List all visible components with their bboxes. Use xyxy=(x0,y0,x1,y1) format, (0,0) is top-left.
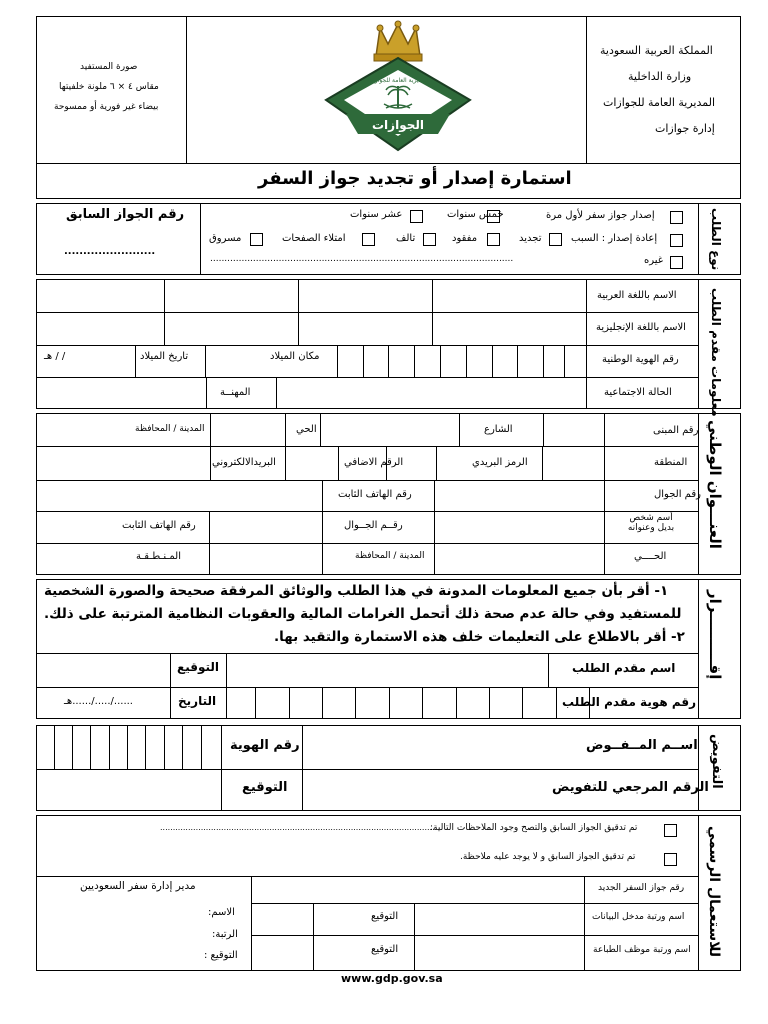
photo-line-3: بيضاء غير فورية أو ممسوحة xyxy=(54,102,159,112)
renewal-label: تجديد xyxy=(519,233,542,244)
data-entry-label: اسم ورتبة مدخل البيانات xyxy=(592,912,685,922)
emblem-top-text: المديرية العامة للجوازات xyxy=(367,77,429,84)
header-ministry: وزارة الداخلية xyxy=(628,70,692,83)
declaration-signature-label: التوقيع xyxy=(177,660,219,674)
check-with-notes-label: تم تدقيق الجواز السابق والتصح وجود الملاحظات التالية: xyxy=(430,823,638,833)
reissue-checkbox[interactable] xyxy=(670,234,683,247)
check-with-notes-checkbox[interactable] xyxy=(664,824,677,837)
stolen-label: مسروق xyxy=(209,233,242,244)
manager-rank-label: الرتبة: xyxy=(212,929,238,940)
lost-checkbox[interactable] xyxy=(487,233,500,246)
renewal-checkbox[interactable] xyxy=(549,233,562,246)
check-no-notes-label: تم تدقيق الجواز السابق و لا يوجد عليه ملاحظة. xyxy=(460,852,636,862)
birth-date-label: تاريخ الميلاد xyxy=(140,351,189,362)
header-directorate: المديرية العامة للجوازات xyxy=(603,96,716,109)
prev-passport-label: رقم الجواز السابق xyxy=(66,207,185,222)
name-en-label: الاسم باللغة الإنجليزية xyxy=(596,322,686,333)
pages-full-label: امتلاء الصفحات xyxy=(282,233,346,244)
building-label: رقم المبنى xyxy=(653,425,699,436)
request-type-label: نوع الطلب xyxy=(709,208,723,271)
manager-name-label: الاسم: xyxy=(208,907,235,918)
damaged-checkbox[interactable] xyxy=(423,233,436,246)
passports-emblem-logo xyxy=(318,16,478,156)
national-id-label: رقم الهوية الوطنية xyxy=(602,354,679,365)
printer-label: اسم ورتبة موظف الطباعة xyxy=(593,945,691,955)
alt-city-label: المدينة / المحافظة xyxy=(355,551,425,561)
lost-label: مفقود xyxy=(452,233,478,244)
new-passport-label: رقم جواز السفر الجديد xyxy=(598,883,685,893)
name-ar-label: الاسم باللغة العربية xyxy=(597,290,677,301)
address-label: العنـــوان الوطني xyxy=(706,420,724,549)
alt-landline-label: رقم الهاتف الثابت xyxy=(122,520,196,531)
ref-number-label: الرقم المرجعي للتفويض xyxy=(552,780,709,795)
pages-full-checkbox[interactable] xyxy=(362,233,375,246)
form-title: استمارة إصدار أو تجديد جواز السفر xyxy=(258,168,572,189)
district-label: الحي xyxy=(296,424,317,435)
delegation-signature-label: التوقيع xyxy=(242,780,288,795)
alt-district-label: الحــــي xyxy=(634,551,667,562)
manager-title: مدير إدارة سفر السعوديين xyxy=(80,880,196,892)
city-label: المدينة / المحافظة xyxy=(135,424,205,434)
photo-line-1: صورة المستفيد xyxy=(80,62,138,72)
delegation-label: التفويض xyxy=(709,734,724,789)
damaged-label: تالف xyxy=(396,233,416,244)
entry-signature-label: التوقيع xyxy=(371,911,399,922)
first-issue-label: إصدار جواز سفر لأول مرة xyxy=(546,210,655,221)
additional-label: الرقم الاضافي xyxy=(344,457,404,468)
declaration-date-label: التاريخ xyxy=(178,694,217,708)
mobile-label: رقم الجوال xyxy=(654,489,701,500)
other-dots[interactable]: .......................................................................................................... xyxy=(210,254,514,264)
header-department: إدارة جوازات xyxy=(655,122,715,135)
declaration-label: إقــــــــــرار xyxy=(706,590,724,680)
alt-person-label: أسم شخص بديل وعنوانه xyxy=(627,513,675,533)
stolen-checkbox[interactable] xyxy=(250,233,263,246)
first-issue-checkbox[interactable] xyxy=(670,211,683,224)
other-checkbox[interactable] xyxy=(670,256,683,269)
region-label: المنطقة xyxy=(654,457,688,468)
prev-passport-dots[interactable]: ........................ xyxy=(64,246,156,257)
declaration-line-3: ٢- أقر بالاطلاع على التعليمات خلف هذه الاستمارة والتقيد بها. xyxy=(274,629,685,645)
reissue-label: إعادة إصدار : السبب xyxy=(571,233,658,244)
applicant-id-label: رقم هوية مقدم الطلب xyxy=(562,695,697,709)
declaration-line-1: ١- أقر بأن جميع المعلومات المدونة في هذا الطلب والوثائق المرفقة صحيحة والصورة الشخصية xyxy=(44,583,669,599)
street-label: الشارع xyxy=(484,424,513,435)
declaration-date-value[interactable]: ....../...../......هـ xyxy=(64,696,133,707)
five-years-label: خمس سنوات xyxy=(447,209,504,220)
delegate-id-label: رقم الهوية xyxy=(230,738,300,753)
profession-label: المهنــة xyxy=(220,387,251,398)
other-label: غيره xyxy=(644,255,664,266)
birth-place-label: مكان الميلاد xyxy=(270,351,320,362)
check-no-notes-checkbox[interactable] xyxy=(664,853,677,866)
check-notes-dots[interactable]: ............................................................................................................. xyxy=(160,823,438,832)
alt-region-label: المـنـطـقـة xyxy=(136,551,181,562)
delegate-name-label: اســم المــفــوض xyxy=(586,738,698,753)
applicant-label: معلومات مقدم الطلب xyxy=(709,288,723,417)
declaration-line-2: للمستفيد وفي حالة عدم صحة ذلك أتحمل الغرامات المالية والعقوبات النظامية المترتبة على ذلك. xyxy=(44,606,682,622)
applicant-name-label: اسم مقدم الطلب xyxy=(572,661,676,675)
photo-line-2: مقاس ٤ × ٦ ملونة خلفيتها xyxy=(59,82,159,92)
email-label: البريدالالكتروني xyxy=(212,457,276,468)
alt-mobile-label: رقــم الجــوال xyxy=(344,520,403,531)
marital-label: الحالة الاجتماعية xyxy=(604,387,672,398)
official-label: للاستعمال الرسمي xyxy=(706,826,722,958)
emblem-text: الجوازات xyxy=(372,118,424,132)
website-link[interactable]: www.gdp.gov.sa xyxy=(341,972,443,985)
ten-years-label: عشر سنوات xyxy=(350,209,403,220)
postal-label: الرمز البريدي xyxy=(472,457,528,468)
manager-signature-label: التوقيع : xyxy=(204,950,238,961)
printer-signature-label: التوقيع xyxy=(371,944,399,955)
header-country: المملكة العربية السعودية xyxy=(600,44,713,57)
birth-date-value[interactable]: / / هـ xyxy=(44,351,66,362)
ten-years-checkbox[interactable] xyxy=(410,210,423,223)
landline-label: رقم الهاتف الثابت xyxy=(338,489,412,500)
